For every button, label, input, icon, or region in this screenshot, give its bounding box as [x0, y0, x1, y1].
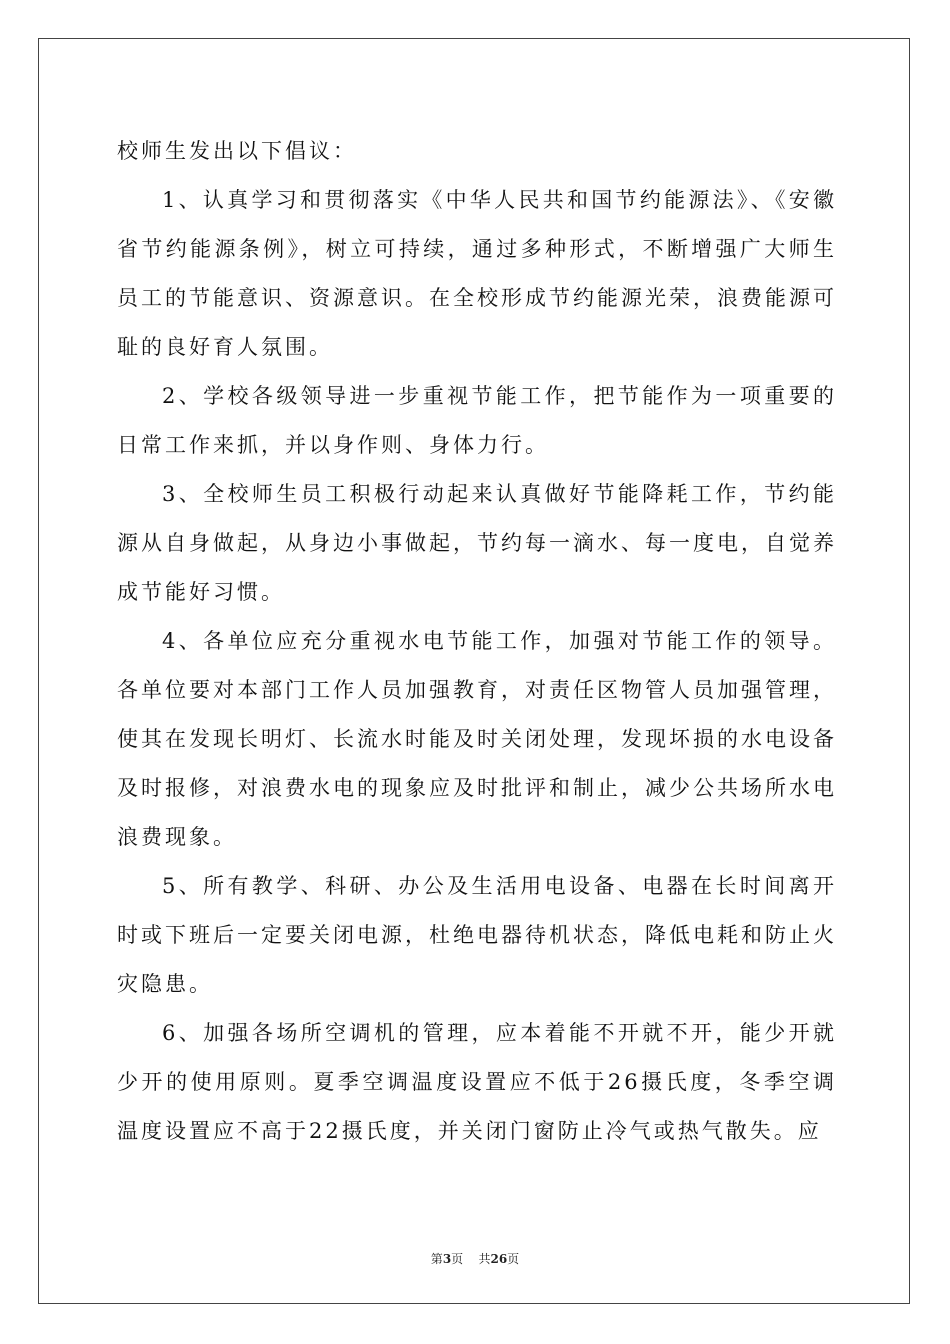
- paragraph-item-6: 6、加强各场所空调机的管理，应本着能不开就不开，能少开就少开的使用原则。夏季空调温度设置应不低于26摄氏度，冬季空调温度设置应不高于22摄氏度，并关闭门窗防止冷气或热气散失。应: [117, 1021, 837, 1143]
- footer-total-prefix: 共: [478, 1252, 491, 1266]
- paragraph-item-2: 2、学校各级领导进一步重视节能工作，把节能作为一项重要的日常工作来抓，并以身作则、身体力行。: [117, 384, 837, 457]
- footer-page-suffix: 页: [451, 1252, 464, 1266]
- footer-total-number: 26: [490, 1252, 508, 1266]
- paragraph-item-5: 5、所有教学、科研、办公及生活用电设备、电器在长时间离开时或下班后一定要关闭电源，杜绝电器待机状态，降低电耗和防止火灾隐患。: [117, 874, 837, 996]
- paragraph-item-4: 4、各单位应充分重视水电节能工作，加强对节能工作的领导。各单位要对本部门工作人员加强教育，对责任区物管人员加强管理，使其在发现长明灯、长流水时能及时关闭处理，发现坏损的水电设备及时报修，对浪费水电的现象应及时批评和制止，减少公共场所水电浪费现象。: [117, 629, 837, 849]
- footer-total-suffix: 页: [507, 1252, 520, 1266]
- paragraph-continuation: 校师生发出以下倡议：: [117, 139, 357, 163]
- paragraph-item-3: 3、全校师生员工积极行动起来认真做好节能降耗工作，节约能源从自身做起，从身边小事做起，节约每一滴水、每一度电，自觉养成节能好习惯。: [117, 482, 837, 604]
- document-body: [117, 127, 837, 1156]
- footer-page-number: 3: [442, 1252, 452, 1266]
- page-footer: [0, 1250, 950, 1267]
- paragraph-item-1: 1、认真学习和贯彻落实《中华人民共和国节约能源法》、《安徽省节约能源条例》，树立可持续，通过多种形式，不断增强广大师生员工的节能意识、资源意识。在全校形成节约能源光荣，浪费能源可耻的良好育人氛围。: [117, 188, 837, 359]
- footer-page-prefix: 第: [430, 1252, 443, 1266]
